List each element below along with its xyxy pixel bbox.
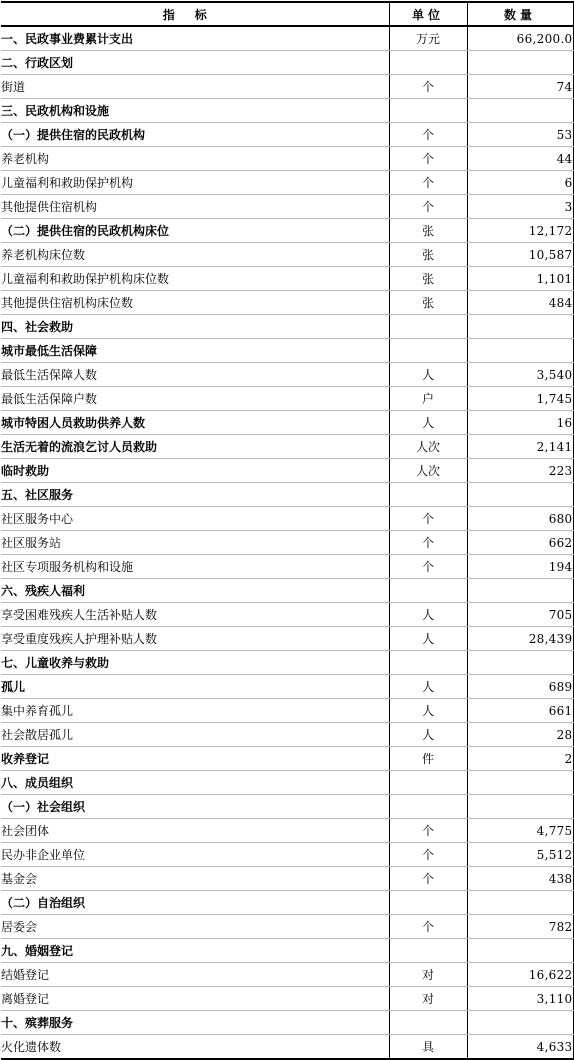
indicator-cell: 街道 — [1, 75, 389, 99]
value-cell: 16 — [467, 411, 573, 435]
table-row — [1, 1011, 573, 1035]
value-cell: 3,110 — [467, 987, 573, 1011]
table-row — [1, 291, 573, 315]
table-row — [1, 147, 573, 171]
unit-cell: 个 — [389, 75, 467, 99]
value-cell: 223 — [467, 459, 573, 483]
unit-cell: 个 — [389, 843, 467, 867]
table-row — [1, 315, 573, 339]
value-cell: 28 — [467, 723, 573, 747]
value-cell: 705 — [467, 603, 573, 627]
unit-cell — [389, 99, 467, 123]
indicator-cell: 离婚登记 — [1, 987, 389, 1011]
indicator-cell: （一）提供住宿的民政机构 — [1, 123, 389, 147]
indicator-cell: 基金会 — [1, 867, 389, 891]
table-row — [1, 867, 573, 891]
value-cell: 2,141 — [467, 435, 573, 459]
unit-column-header: 单位 — [389, 2, 467, 26]
table-row — [1, 939, 573, 963]
table-row — [1, 267, 573, 291]
table-row — [1, 723, 573, 747]
table-row — [1, 123, 573, 147]
table-row — [1, 387, 573, 411]
value-cell: 4,775 — [467, 819, 573, 843]
table-row — [1, 699, 573, 723]
value-cell: 12,172 — [467, 219, 573, 243]
indicator-cell: 社区服务站 — [1, 531, 389, 555]
table-row — [1, 51, 573, 75]
unit-cell: 个 — [389, 819, 467, 843]
table-row — [1, 675, 573, 699]
value-cell: 66,200.0 — [467, 26, 573, 51]
unit-cell: 个 — [389, 867, 467, 891]
table-row — [1, 507, 573, 531]
table-row — [1, 891, 573, 915]
unit-cell: 具 — [389, 1035, 467, 1060]
unit-cell: 对 — [389, 963, 467, 987]
unit-cell: 人 — [389, 723, 467, 747]
indicator-cell: 最低生活保障户数 — [1, 387, 389, 411]
unit-cell: 户 — [389, 387, 467, 411]
indicator-cell: 八、成员组织 — [1, 771, 389, 795]
value-cell: 16,622 — [467, 963, 573, 987]
unit-cell: 件 — [389, 747, 467, 771]
unit-cell — [389, 1011, 467, 1035]
indicator-cell: （二）自治组织 — [1, 891, 389, 915]
table-body — [1, 26, 573, 1059]
table-row — [1, 555, 573, 579]
table-row — [1, 963, 573, 987]
indicator-cell: 九、婚姻登记 — [1, 939, 389, 963]
indicator-cell: 结婚登记 — [1, 963, 389, 987]
value-cell — [467, 795, 573, 819]
indicator-cell: 养老机构 — [1, 147, 389, 171]
value-cell: 5,512 — [467, 843, 573, 867]
unit-cell: 人 — [389, 675, 467, 699]
table-row — [1, 483, 573, 507]
indicator-cell: 四、社会救助 — [1, 315, 389, 339]
value-cell: 3,540 — [467, 363, 573, 387]
table-row — [1, 795, 573, 819]
indicator-cell: 社区专项服务机构和设施 — [1, 555, 389, 579]
unit-cell: 人 — [389, 627, 467, 651]
unit-cell — [389, 771, 467, 795]
indicator-cell: 其他提供住宿机构 — [1, 195, 389, 219]
value-cell: 662 — [467, 531, 573, 555]
unit-cell: 个 — [389, 195, 467, 219]
table-row — [1, 843, 573, 867]
unit-cell: 个 — [389, 555, 467, 579]
unit-cell: 张 — [389, 291, 467, 315]
value-cell — [467, 1011, 573, 1035]
unit-cell — [389, 651, 467, 675]
table-row — [1, 819, 573, 843]
table-row — [1, 651, 573, 675]
unit-cell: 张 — [389, 243, 467, 267]
table-row — [1, 915, 573, 939]
table-row — [1, 771, 573, 795]
value-cell: 438 — [467, 867, 573, 891]
unit-cell — [389, 795, 467, 819]
value-cell — [467, 939, 573, 963]
indicator-cell: 收养登记 — [1, 747, 389, 771]
value-cell: 194 — [467, 555, 573, 579]
value-cell: 74 — [467, 75, 573, 99]
unit-cell: 个 — [389, 123, 467, 147]
indicator-cell: 孤儿 — [1, 675, 389, 699]
value-cell — [467, 771, 573, 795]
unit-cell — [389, 339, 467, 363]
table-row — [1, 459, 573, 483]
value-column-header: 数量 — [467, 2, 573, 26]
table-row — [1, 747, 573, 771]
indicator-cell: 火化遗体数 — [1, 1035, 389, 1060]
indicator-cell: 儿童福利和救助保护机构床位数 — [1, 267, 389, 291]
indicator-cell: 三、民政机构和设施 — [1, 99, 389, 123]
value-cell: 689 — [467, 675, 573, 699]
value-cell: 28,439 — [467, 627, 573, 651]
table-row — [1, 987, 573, 1011]
table-row — [1, 603, 573, 627]
value-cell — [467, 51, 573, 75]
unit-cell — [389, 579, 467, 603]
indicator-cell: 其他提供住宿机构床位数 — [1, 291, 389, 315]
value-cell: 484 — [467, 291, 573, 315]
unit-cell — [389, 939, 467, 963]
indicator-cell: 十、殡葬服务 — [1, 1011, 389, 1035]
indicator-cell: 城市特困人员救助供养人数 — [1, 411, 389, 435]
unit-cell — [389, 315, 467, 339]
value-cell — [467, 315, 573, 339]
value-cell: 53 — [467, 123, 573, 147]
table-row — [1, 26, 573, 51]
table-row — [1, 195, 573, 219]
value-cell — [467, 891, 573, 915]
indicator-cell: 社区服务中心 — [1, 507, 389, 531]
value-cell — [467, 339, 573, 363]
unit-cell: 张 — [389, 267, 467, 291]
table-row — [1, 531, 573, 555]
unit-cell — [389, 483, 467, 507]
unit-cell: 人 — [389, 411, 467, 435]
unit-cell: 人 — [389, 699, 467, 723]
indicator-cell: 民办非企业单位 — [1, 843, 389, 867]
table-row — [1, 219, 573, 243]
indicator-cell: 七、儿童收养与救助 — [1, 651, 389, 675]
table-row — [1, 339, 573, 363]
unit-cell — [389, 51, 467, 75]
value-cell — [467, 483, 573, 507]
indicator-cell: 一、民政事业费累计支出 — [1, 26, 389, 51]
unit-cell: 人 — [389, 363, 467, 387]
indicator-cell: （一）社会组织 — [1, 795, 389, 819]
table-row — [1, 363, 573, 387]
value-cell — [467, 651, 573, 675]
indicator-cell: 临时救助 — [1, 459, 389, 483]
indicator-cell: 五、社区服务 — [1, 483, 389, 507]
unit-cell: 个 — [389, 507, 467, 531]
value-cell: 1,101 — [467, 267, 573, 291]
unit-cell: 个 — [389, 915, 467, 939]
indicator-cell: （二）提供住宿的民政机构床位 — [1, 219, 389, 243]
value-cell: 6 — [467, 171, 573, 195]
indicator-cell: 养老机构床位数 — [1, 243, 389, 267]
unit-cell: 个 — [389, 147, 467, 171]
value-cell: 2 — [467, 747, 573, 771]
unit-cell: 张 — [389, 219, 467, 243]
unit-cell: 对 — [389, 987, 467, 1011]
table-row — [1, 99, 573, 123]
indicator-cell: 集中养育孤儿 — [1, 699, 389, 723]
table-row — [1, 435, 573, 459]
value-cell: 661 — [467, 699, 573, 723]
indicator-cell: 最低生活保障人数 — [1, 363, 389, 387]
table-row — [1, 411, 573, 435]
indicator-cell: 生活无着的流浪乞讨人员救助 — [1, 435, 389, 459]
unit-cell: 万元 — [389, 26, 467, 51]
indicator-cell: 社会团体 — [1, 819, 389, 843]
unit-cell — [389, 891, 467, 915]
table-row — [1, 171, 573, 195]
value-cell: 782 — [467, 915, 573, 939]
table-row — [1, 627, 573, 651]
unit-cell: 个 — [389, 171, 467, 195]
table-row — [1, 579, 573, 603]
unit-cell: 个 — [389, 531, 467, 555]
unit-cell: 人次 — [389, 435, 467, 459]
value-cell: 1,745 — [467, 387, 573, 411]
indicator-cell: 儿童福利和救助保护机构 — [1, 171, 389, 195]
value-cell: 10,587 — [467, 243, 573, 267]
table-header-row — [1, 2, 573, 26]
table-row — [1, 1035, 573, 1060]
indicator-cell: 居委会 — [1, 915, 389, 939]
value-cell: 680 — [467, 507, 573, 531]
indicator-cell: 社会散居孤儿 — [1, 723, 389, 747]
value-cell: 44 — [467, 147, 573, 171]
indicator-cell: 享受困难残疾人生活补贴人数 — [1, 603, 389, 627]
unit-cell: 人次 — [389, 459, 467, 483]
statistics-table — [1, 1, 574, 1060]
indicator-cell: 城市最低生活保障 — [1, 339, 389, 363]
value-cell — [467, 579, 573, 603]
indicator-cell: 享受重度残疾人护理补贴人数 — [1, 627, 389, 651]
value-cell: 3 — [467, 195, 573, 219]
indicator-cell: 二、行政区划 — [1, 51, 389, 75]
value-cell: 4,633 — [467, 1035, 573, 1060]
value-cell — [467, 99, 573, 123]
indicator-cell: 六、残疾人福利 — [1, 579, 389, 603]
table-row — [1, 75, 573, 99]
table-row — [1, 243, 573, 267]
indicator-column-header: 指标 — [1, 2, 389, 26]
unit-cell: 人 — [389, 603, 467, 627]
